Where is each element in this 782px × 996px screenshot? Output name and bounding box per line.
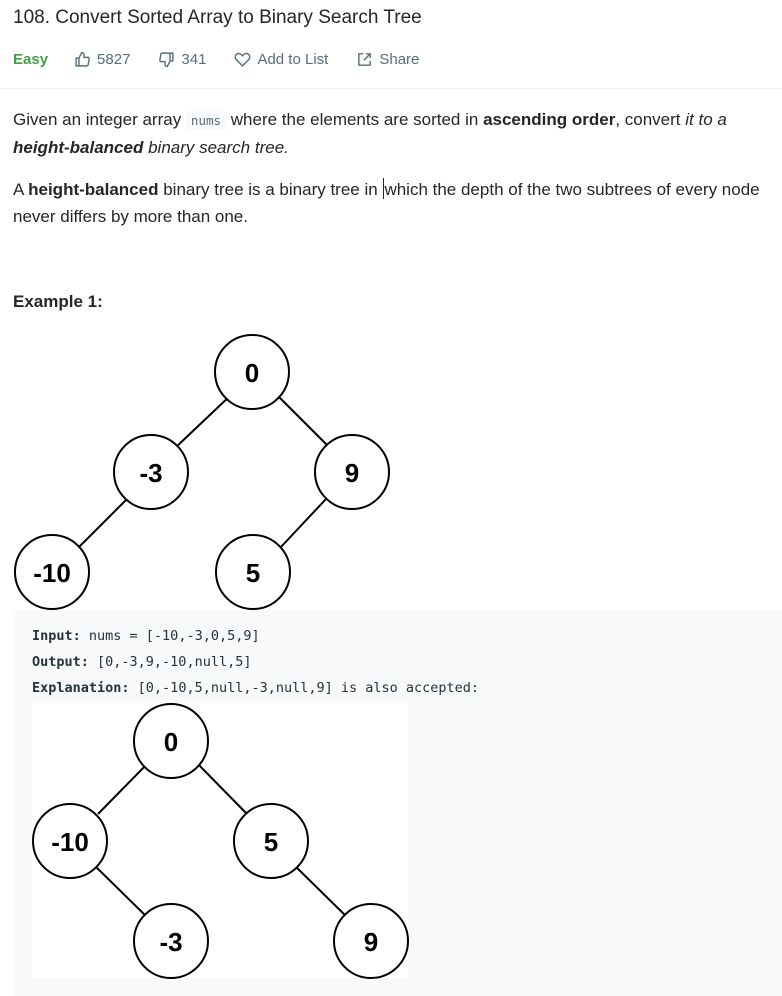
node-label: -3 xyxy=(139,458,163,488)
tree-edge xyxy=(175,394,232,448)
node-label: -10 xyxy=(51,827,89,857)
node-label: 0 xyxy=(244,358,260,388)
share-icon xyxy=(356,51,373,68)
tree-edge xyxy=(280,499,326,548)
node-label: 5 xyxy=(245,558,261,588)
dislike-count: 341 xyxy=(181,50,207,68)
node-label: 5 xyxy=(263,827,279,857)
dislike-button[interactable] xyxy=(158,51,206,68)
problem-meta-bar xyxy=(13,48,447,70)
thumbs-down-icon xyxy=(158,51,175,68)
add-to-list-label: Add to List xyxy=(257,50,329,68)
header-divider xyxy=(0,88,782,89)
share-label: Share xyxy=(379,50,420,68)
node-label: -10 xyxy=(33,558,71,588)
explanation-tree-panel xyxy=(32,703,408,978)
node-label: 9 xyxy=(344,458,360,488)
example-tree-1 xyxy=(0,330,400,615)
tree-edge xyxy=(295,866,347,917)
example-1-code-block xyxy=(13,610,782,996)
like-count: 5827 xyxy=(97,50,131,68)
like-button[interactable] xyxy=(74,51,130,68)
description-paragraph-1: Given an integer array nums where the elements are sorted in ascending order, convert it to a height-balanced binary search tree. xyxy=(13,110,727,157)
example-1-title: Example 1: xyxy=(13,292,103,311)
difficulty-badge: Easy xyxy=(13,50,49,68)
thumbs-up-icon xyxy=(74,51,91,68)
example-output-line: Output: [0,-3,9,-10,null,5] xyxy=(32,654,252,670)
inline-code-nums: nums xyxy=(186,111,226,130)
tree-edge xyxy=(276,394,329,447)
add-to-list-button[interactable] xyxy=(234,51,328,68)
description-paragraph-2: A height-balanced binary tree is a binary tree in which the depth of the two subtrees of every node never differs by more than one. xyxy=(13,180,760,226)
example-input-line: Input: nums = [-10,-3,0,5,9] xyxy=(32,628,260,644)
heart-icon xyxy=(234,51,251,68)
problem-title: 108. Convert Sorted Array to Binary Search Tree xyxy=(13,7,422,28)
tree-edge xyxy=(95,866,147,917)
tree-edge xyxy=(195,761,247,814)
node-label: -3 xyxy=(159,927,183,957)
node-label: 0 xyxy=(163,727,179,757)
share-button[interactable] xyxy=(356,51,419,68)
node-label: 9 xyxy=(363,927,379,957)
tree-edge xyxy=(78,499,127,548)
example-tree-2 xyxy=(32,703,408,978)
example-explanation-line: Explanation: [0,-10,5,null,-3,null,9] is also accepted: xyxy=(32,680,480,696)
tree-edge xyxy=(98,761,150,814)
